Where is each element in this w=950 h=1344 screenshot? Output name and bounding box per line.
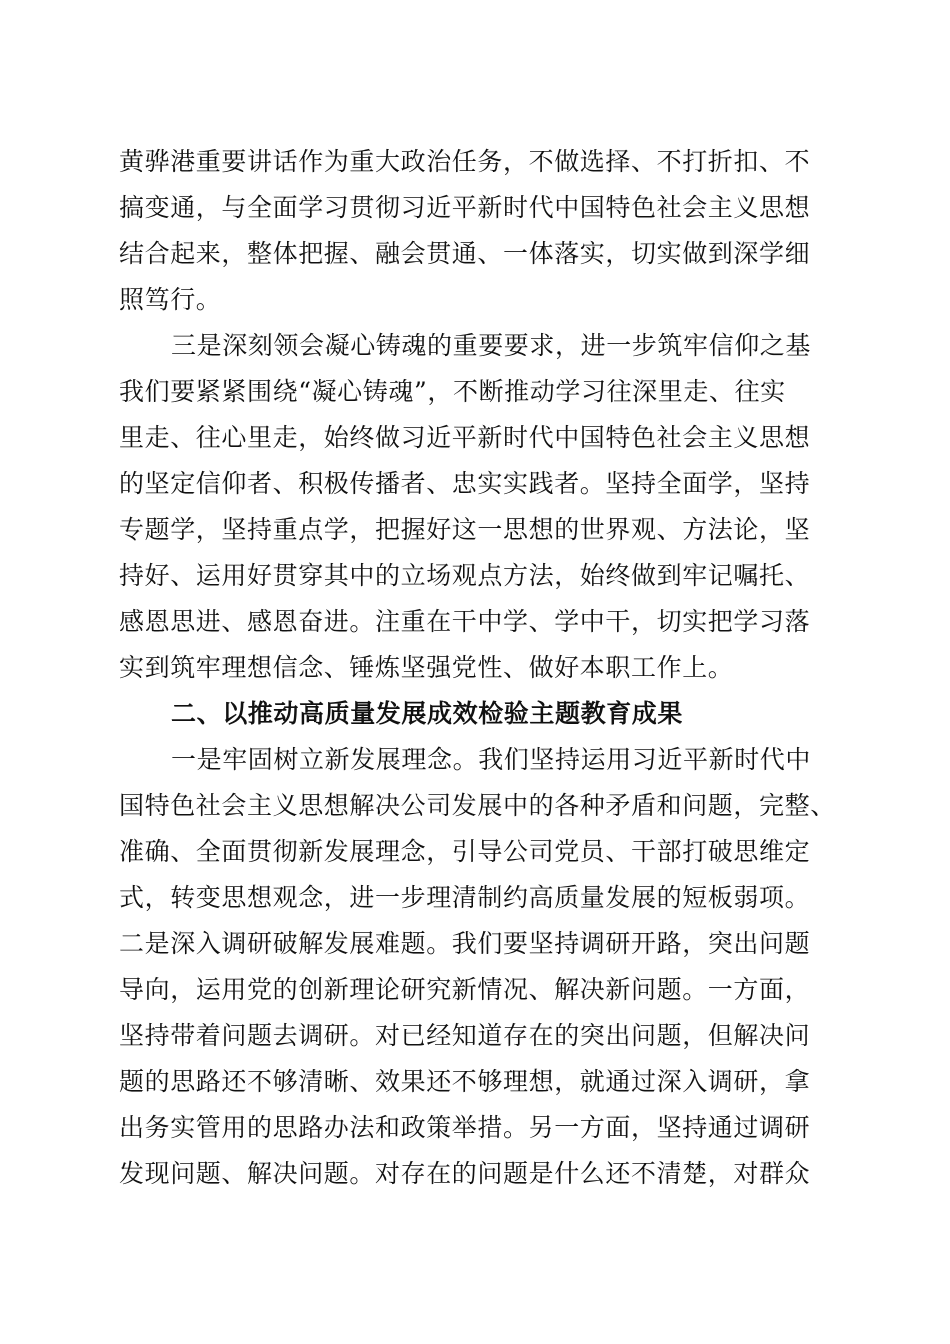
- text-line: 发现问题、解决问题。对存在的问题是什么还不清楚，对群众: [119, 1159, 811, 1188]
- text-line: 结合起来，整体把握、融会贯通、一体落实，切实做到深学细: [119, 239, 811, 268]
- text-line: 我们要紧紧围绕“凝心铸魂”，不断推动学习往深里走、往实: [119, 377, 786, 406]
- text-line: 二是深入调研破解发展难题。我们要坚持调研开路，突出问题: [119, 929, 811, 958]
- text-line: 感恩思进、感恩奋进。注重在干中学、学中干，切实把学习落: [119, 607, 811, 636]
- text-line: 题的思路还不够清晰、效果还不够理想，就通过深入调研，拿: [119, 1067, 811, 1096]
- text-line: 的坚定信仰者、积极传播者、忠实实践者。坚持全面学，坚持: [119, 469, 811, 498]
- text-line: 国特色社会主义思想解决公司发展中的各种矛盾和问题，完整、: [119, 791, 836, 820]
- text-line: 一是牢固树立新发展理念。我们坚持运用习近平新时代中: [171, 745, 812, 774]
- text-line: 三是深刻领会凝心铸魂的重要要求，进一步筑牢信仰之基: [171, 331, 812, 360]
- text-line: 式，转变思想观念，进一步理清制约高质量发展的短板弱项。: [119, 883, 811, 912]
- text-line: 持好、运用好贯穿其中的立场观点方法，始终做到牢记嘱托、: [119, 561, 811, 590]
- text-line: 准确、全面贯彻新发展理念，引导公司党员、干部打破思维定: [119, 837, 811, 866]
- text-line: 黄骅港重要讲话作为重大政治任务，不做选择、不打折扣、不: [119, 147, 811, 176]
- text-line: 照笃行。: [119, 285, 222, 314]
- text-line: 坚持带着问题去调研。对已经知道存在的突出问题，但解决问: [119, 1021, 811, 1050]
- text-line: 里走、往心里走，始终做习近平新时代中国特色社会主义思想: [119, 423, 811, 452]
- section-heading: 二、以推动高质量发展成效检验主题教育成果: [171, 699, 684, 728]
- text-line: 专题学，坚持重点学，把握好这一思想的世界观、方法论，坚: [119, 515, 811, 544]
- text-line: 导向，运用党的创新理论研究新情况、解决新问题。一方面，: [119, 975, 811, 1004]
- text-line: 实到筑牢理想信念、锤炼坚强党性、做好本职工作上。: [119, 653, 734, 682]
- text-line: 搞变通，与全面学习贯彻习近平新时代中国特色社会主义思想: [119, 193, 811, 222]
- text-line: 出务实管用的思路办法和政策举措。另一方面，坚持通过调研: [119, 1113, 811, 1142]
